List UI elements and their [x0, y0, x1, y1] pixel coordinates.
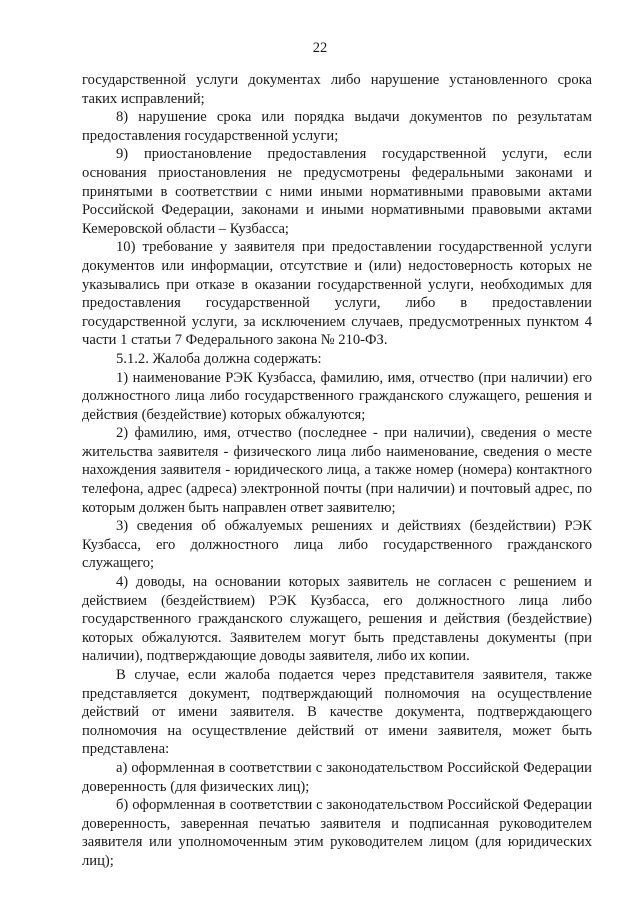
paragraph-item-10: 10) требование у заявителя при предоставлении государственной услуги документов или информации, отсутствие и (или) недостоверность которых не указывались при отказе в оказании государственной услуги, необходимых для предоставления государственной услуги, либо в предоставлении государственной услуги, за исключением случаев, предусмотренных пунктом 4 части 1 статьи 7 Федерального закона № 210-ФЗ.	[82, 239, 592, 349]
paragraph-item-9: 9) приостановление предоставления государственной услуги, если основания приостановления не предусмотрены федеральными законами и принятыми в соответствии с ними иными нормативными правовыми актами Российской Федерации, законами и иными нормативными правовыми актами Кемеровской области – Кузбасса;	[82, 146, 592, 237]
paragraph-item-8: 8) нарушение срока или порядка выдачи документов по результатам предоставления государственной услуги;	[82, 109, 592, 144]
paragraph-item-b: б) оформленная в соответствии с законодательством Российской Федерации доверенность, заверенная печатью заявителя и подписанная руководителем заявителя или уполномоченным этим руководителем лицом (для юридических лиц);	[82, 797, 592, 869]
paragraph-5-1-2-heading: 5.1.2. Жалоба должна содержать:	[116, 350, 322, 367]
page-number: 22	[312, 40, 328, 56]
paragraph-complaint-item-3: 3) сведения об обжалуемых решениях и действиях (бездействии) РЭК Кузбасса, его должностного лица либо государственного гражданского служащего;	[82, 518, 592, 572]
paragraph-complaint-item-1: 1) наименование РЭК Кузбасса, фамилию, имя, отчество (при наличии) его должностного лица либо государственного гражданского служащего, решения и действия (бездействие) которых обжалуются;	[82, 369, 592, 423]
paragraph-continuation: государственной услуги документах либо нарушение установленного срока таких исправлений;	[82, 72, 592, 107]
paragraph-complaint-item-4: 4) доводы, на основании которых заявитель не согласен с решением и действием (бездействием) РЭК Кузбасса, его должностного лица либо государственного гражданского служащего, решения и действия (бездействие) которых обжалуются. Заявителем могут быть представлены документы (при наличии), подтверждающие доводы заявителя, либо их копии.	[82, 574, 592, 665]
paragraph-complaint-item-2: 2) фамилию, имя, отчество (последнее - при наличии), сведения о месте жительства заявителя - физического лица либо наименование, сведения о месте нахождения заявителя - юридического лица, а также номер (номера) контактного телефона, адрес (адреса) электронной почты (при наличии) и почтовый адрес, по которым должен быть направлен ответ заявителю;	[82, 425, 592, 516]
paragraph-item-a: а) оформленная в соответствии с законодательством Российской Федерации доверенность (для физических лиц);	[82, 759, 592, 795]
document-body	[82, 71, 592, 871]
paragraph-representative: В случае, если жалоба подается через представителя заявителя, также представляется документ, подтверждающий полномочия на осуществление действий от имени заявителя. В качестве документа, подтверждающего полномочия на осуществление действий от имени заявителя, может быть представлена:	[82, 667, 592, 758]
